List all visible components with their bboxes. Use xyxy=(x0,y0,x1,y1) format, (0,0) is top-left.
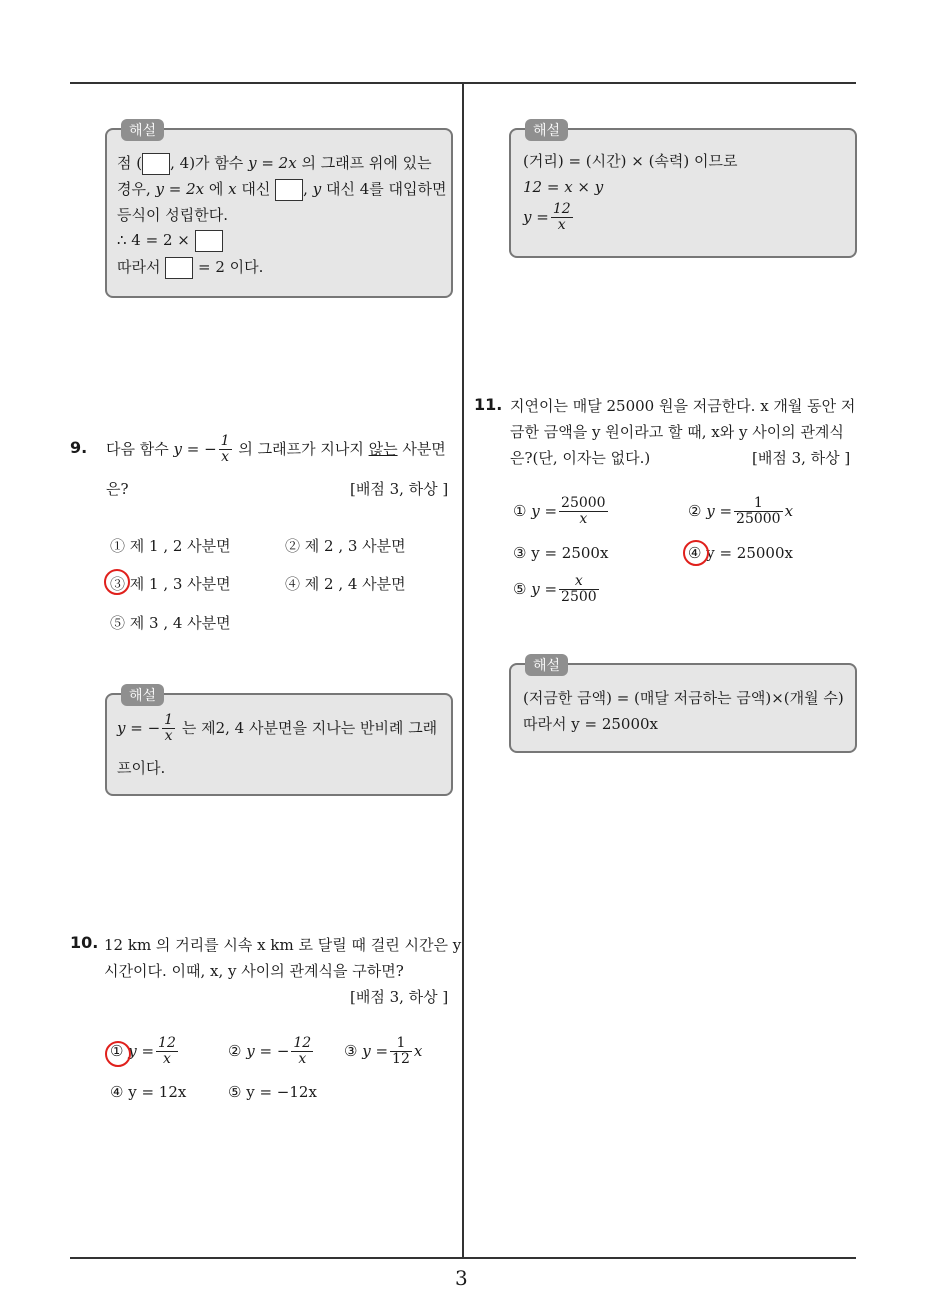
question-text: 은? xyxy=(106,480,129,498)
choice-1[interactable]: ① y = $\frac{12}{x}$ xyxy=(110,1035,176,1068)
column-divider xyxy=(462,84,464,1258)
answer-mark-circle xyxy=(683,540,709,566)
explanation-tag: 해설 xyxy=(525,654,568,676)
explanation-line: 등식이 성립한다. xyxy=(117,206,228,224)
fraction: $\frac{12}{x}$ xyxy=(293,1035,312,1068)
explanation-line: 12 = x × y xyxy=(523,178,604,196)
choice-1[interactable]: ① 제 1 , 2 사분면 xyxy=(110,537,231,555)
fraction: $\frac{x}{2500}$ xyxy=(561,573,597,606)
choice-3[interactable]: ③ y = $\frac{1}{12}$ x xyxy=(344,1035,423,1068)
choice-2[interactable]: ② 제 2 , 3 사분면 xyxy=(285,537,406,555)
bottom-rule xyxy=(70,1257,856,1259)
fraction: $\frac{1}{x}$ xyxy=(220,433,230,466)
question-text: 시간이다. 이때, x, y 사이의 관계식을 구하면? xyxy=(104,962,404,980)
explanation-tag: 해설 xyxy=(525,119,568,141)
choice-4[interactable]: ④ y = 25000x xyxy=(688,544,793,562)
answer-blank xyxy=(275,179,303,201)
explanation-line: (거리) = (시간) × (속력) 이므로 xyxy=(523,152,738,170)
explanation-line: 따라서 y = 25000x xyxy=(523,715,658,733)
fraction: $\frac{25000}{x}$ xyxy=(561,495,606,528)
question-text: 지연이는 매달 25000 원을 저금한다. x 개월 동안 저 xyxy=(510,397,856,415)
question-number: 11. xyxy=(474,395,503,414)
fraction: $\frac{12}{x}$ xyxy=(552,201,571,234)
explanation-tag: 해설 xyxy=(121,119,164,141)
choice-5[interactable]: ⑤ y = −12x xyxy=(228,1083,317,1101)
choice-5[interactable]: ⑤ 제 3 , 4 사분면 xyxy=(110,614,231,632)
score-label: [배점 3, 하상 ] xyxy=(350,988,449,1006)
explanation-box-3 xyxy=(509,123,857,258)
fraction: $\frac{1}{x}$ xyxy=(164,712,174,745)
choice-2[interactable]: ② y = $\frac{1}{25000}$ x xyxy=(688,495,794,528)
explanation-box-1 xyxy=(105,123,453,298)
choice-3[interactable]: ③ 제 1 , 3 사분면 xyxy=(110,575,231,593)
question-text: 12 km 의 거리를 시속 x km 로 달릴 때 걸린 시간은 y xyxy=(104,936,462,954)
choice-5[interactable]: ⑤ y = $\frac{x}{2500}$ xyxy=(513,573,597,606)
score-label: [배점 3, 하상 ] xyxy=(752,449,851,467)
choice-2[interactable]: ② y = − $\frac{12}{x}$ xyxy=(228,1035,312,1068)
answer-blank xyxy=(142,153,170,175)
choice-4[interactable]: ④ 제 2 , 4 사분면 xyxy=(285,575,406,593)
answer-mark-circle xyxy=(104,569,130,595)
choice-1[interactable]: ① y = $\frac{25000}{x}$ xyxy=(513,495,606,528)
explanation-line: 프이다. xyxy=(117,759,166,777)
explanation-box-2 xyxy=(105,688,453,796)
question-number: 10. xyxy=(70,933,99,952)
explanation-box-4 xyxy=(509,658,857,753)
fraction: $\frac{12}{x}$ xyxy=(158,1035,176,1068)
question-text: 다음 함수 y = − $\frac{1}{x}$ 의 그래프가 지나지 않는 사분면 xyxy=(106,433,446,466)
question-text: 금한 금액을 y 원이라고 할 때, x와 y 사이의 관계식 xyxy=(510,423,844,441)
question-number: 9. xyxy=(70,438,88,457)
answer-mark-circle xyxy=(105,1041,131,1067)
fraction: $\frac{1}{25000}$ xyxy=(736,495,781,528)
answer-blank xyxy=(195,230,223,252)
choice-3[interactable]: ③ y = 2500x xyxy=(513,544,609,562)
explanation-line: y = − $\frac{1}{x}$ 는 제2, 4 사분면을 지나는 반비례 그래 xyxy=(117,712,438,745)
explanation-line: ∴ 4 = 2 × xyxy=(117,230,223,252)
score-label: [배점 3, 하상 ] xyxy=(350,480,449,498)
answer-blank xyxy=(165,257,193,279)
explanation-line: (저금한 금액) = (매달 저금하는 금액)×(개월 수) xyxy=(523,689,844,707)
explanation-tag: 해설 xyxy=(121,684,164,706)
choice-4[interactable]: ④ y = 12x xyxy=(110,1083,187,1101)
explanation-line: 따라서 = 2 이다. xyxy=(117,256,263,279)
fraction: $\frac{1}{12}$ xyxy=(392,1035,410,1068)
explanation-line: y = $\frac{12}{x}$ xyxy=(523,201,571,234)
explanation-line: 점 ( , 4)가 함수 y = 2x 의 그래프 위에 있는 xyxy=(117,152,432,175)
question-text: 은?(단, 이자는 없다.) xyxy=(510,449,651,467)
explanation-line: 경우, y = 2x 에 x 대신 , y 대신 4를 대입하면 xyxy=(117,178,446,201)
page-number: 3 xyxy=(455,1266,468,1290)
